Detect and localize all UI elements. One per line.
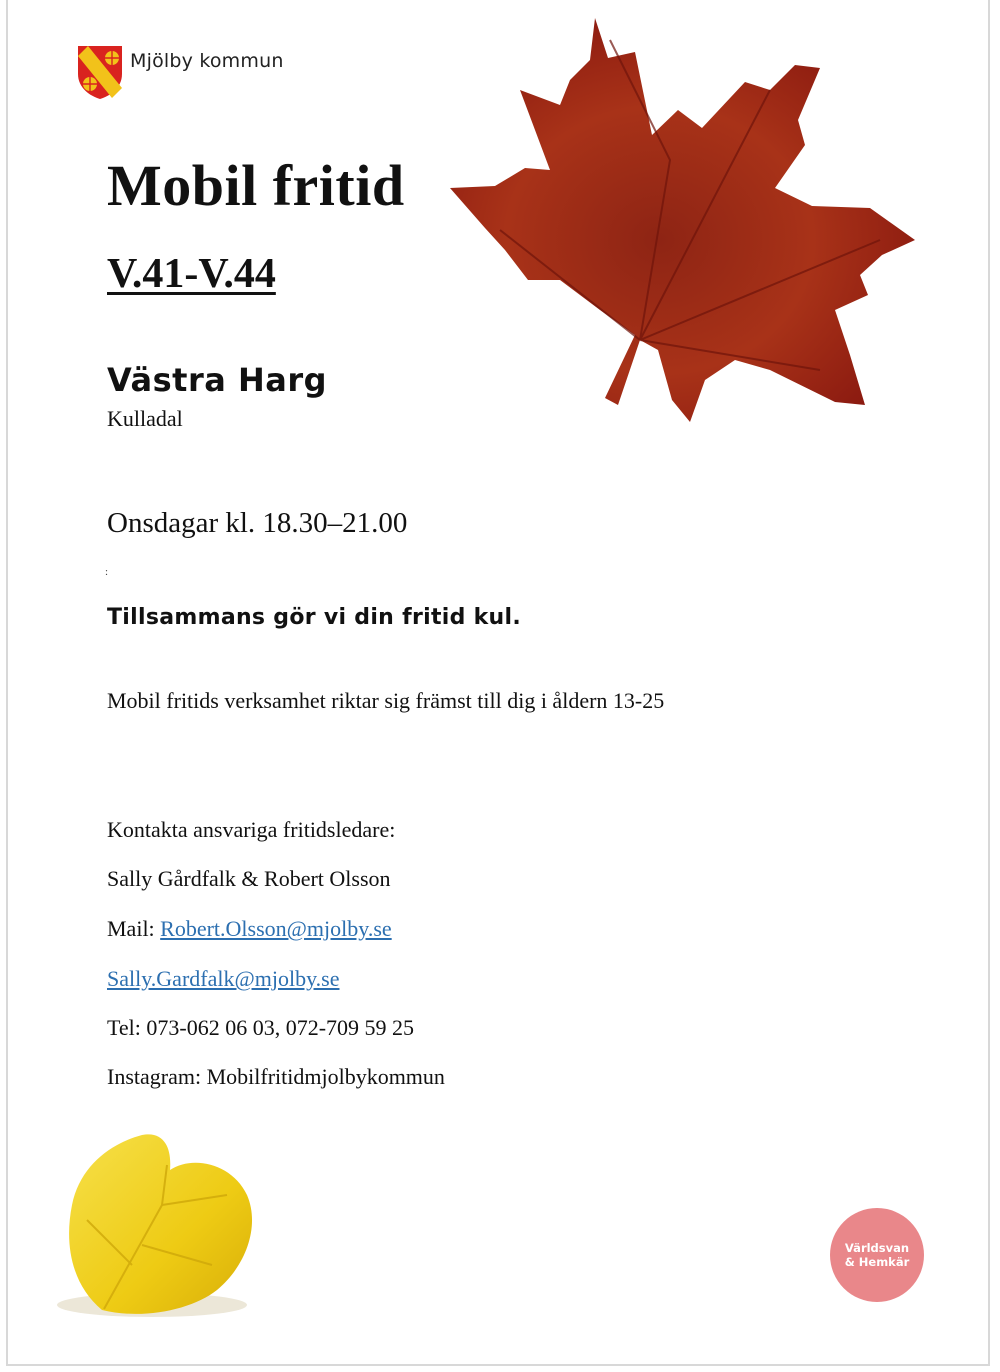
brand-badge	[830, 1208, 924, 1302]
mail-line	[107, 916, 392, 942]
yellow-leaf-icon	[42, 1125, 272, 1325]
email-link-robert[interactable]: Robert.Olsson@mjolby.se	[160, 916, 392, 941]
page-title: Mobil fritid	[107, 153, 405, 218]
phone-numbers: Tel: 073-062 06 03, 072-709 59 25	[107, 1015, 415, 1040]
email-link-sally[interactable]: Sally.Gardfalk@mjolby.se	[107, 966, 340, 991]
badge-line-2: & Hemkär	[844, 1255, 910, 1269]
org-name: Mjölby kommun	[130, 50, 284, 72]
instagram-handle: Instagram: Mobilfritidmjolbykommun	[107, 1064, 445, 1089]
badge-line-1: Världsvan	[844, 1241, 910, 1255]
sublocation-name: Kulladal	[107, 406, 183, 431]
maple-leaf-icon	[440, 10, 920, 430]
description: Mobil fritids verksamhet riktar sig främst till dig i åldern 13-25	[107, 688, 665, 713]
contact-heading: Kontakta ansvariga fritidsledare:	[107, 817, 396, 842]
municipality-logo	[76, 44, 284, 100]
slogan: Tillsammans gör vi din fritid kul.	[107, 605, 522, 630]
location-name: Västra Harg	[107, 361, 328, 399]
schedule-text: Onsdagar kl. 18.30–21.00	[107, 507, 408, 539]
contact-names: Sally Gårdfalk & Robert Olsson	[107, 866, 391, 891]
mail-label: Mail:	[107, 916, 161, 941]
week-range: V.41-V.44	[107, 251, 276, 297]
coat-of-arms-icon	[76, 44, 124, 100]
separator-mark: :	[105, 566, 109, 578]
